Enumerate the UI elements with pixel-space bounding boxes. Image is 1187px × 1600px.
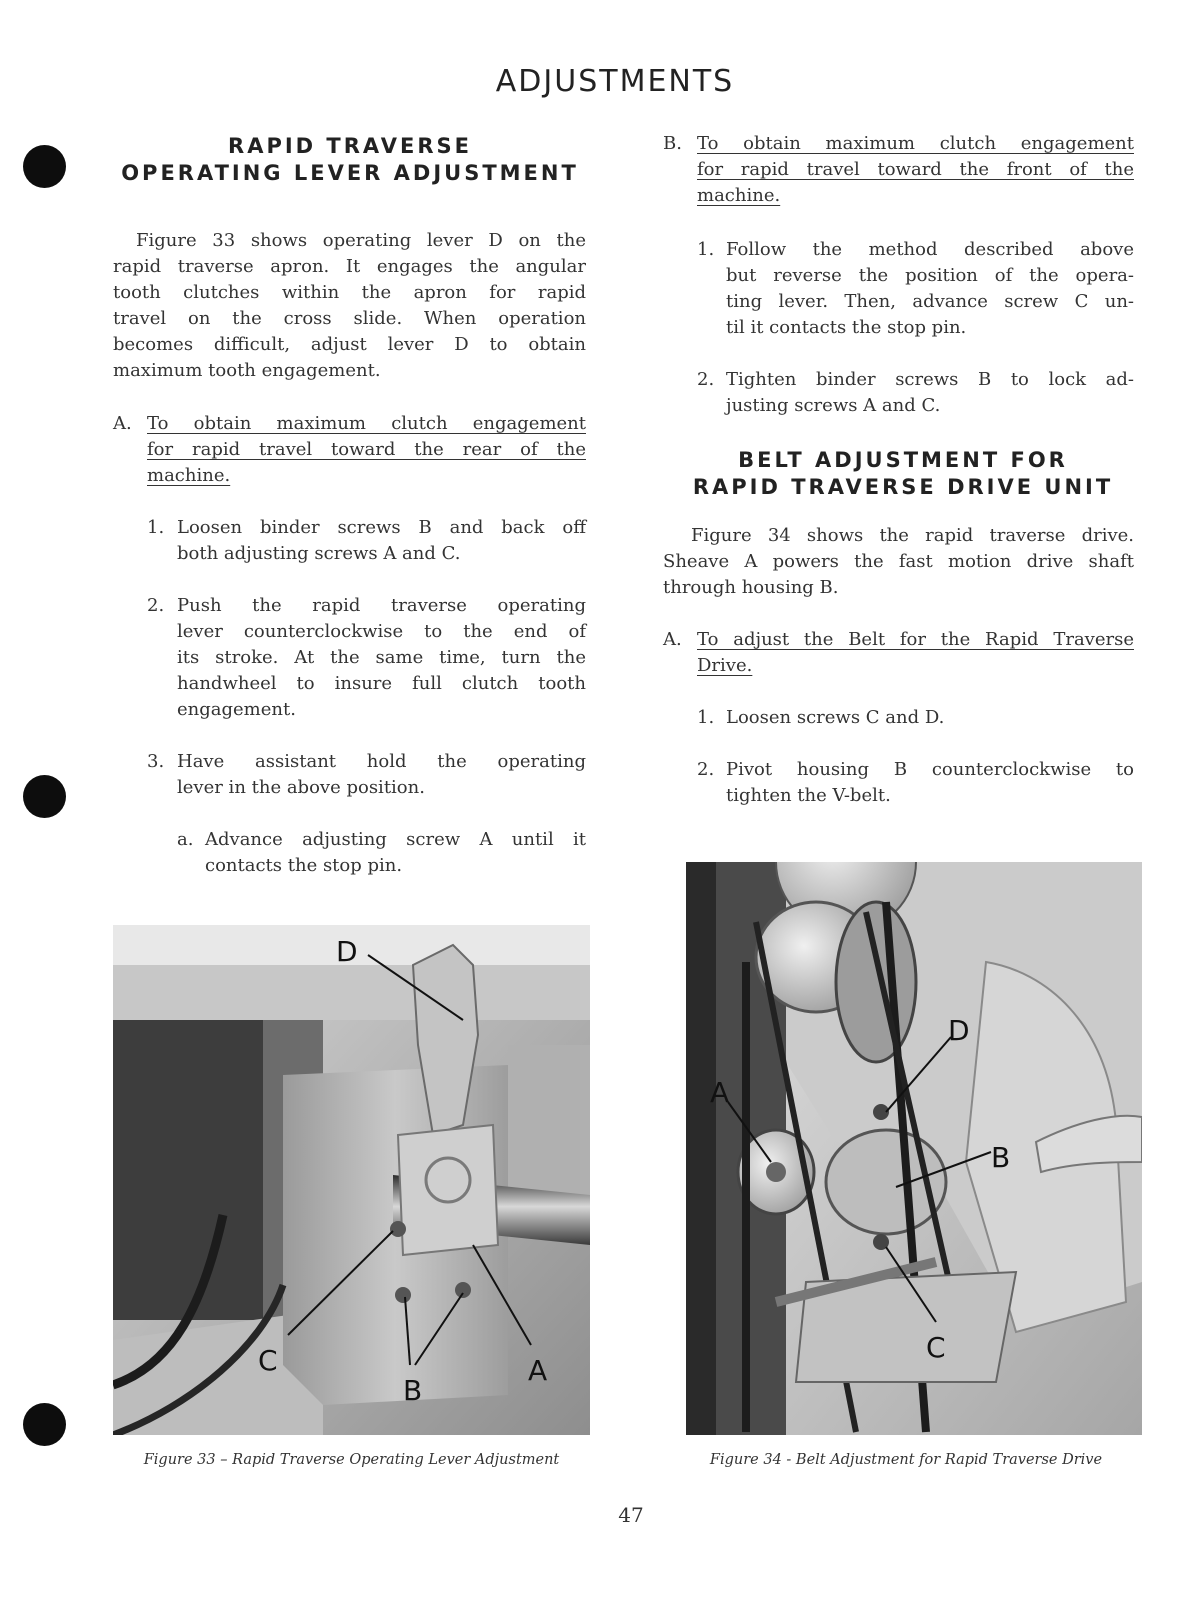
figure-33-photo [113,925,590,1435]
figure-34-caption: Figure 34 - Belt Adjustment for Rapid Traverse Drive [709,1452,1103,1468]
figure-34-label-a: A [710,1076,730,1109]
figure-33-label-b: B [403,1374,423,1407]
step-text: Loosen binder screws B and back off both adjusting screws A and C. [177,517,586,564]
figure-33-label-d: D [336,935,358,968]
step-text: Pivot housing B counterclockwise to tighten the V-belt. [726,759,1134,806]
punch-hole [23,775,66,818]
step-text: Tighten binder screws B to lock ad- justing screws A and C. [726,369,1134,416]
intro-paragraph: Figure 33 shows operating lever D on the rapid traverse apron. It engages the angular tooth clutches within the apron for rapid travel on the cross slide. When operation becomes difficult, adjust lever D to obtain maximum tooth engagement. [113,230,586,381]
figure-33-label-a: A [528,1354,548,1387]
step-text: Follow the method described above but reverse the position of the opera- ting lever. Then, advance screw C un- til it contacts the stop pin. [726,239,1134,338]
figure-34-photo [686,862,1142,1435]
belt-section-a-marker: A. [663,629,682,650]
step-text: Push the rapid traverse operating lever counterclockwise to the end of its stroke. At the same time, turn the handwheel to insure full clutch tooth engagement. [177,595,586,720]
figure-34-label-b: B [991,1141,1011,1174]
page-number: 47 [618,1503,644,1527]
section-b-heading: To obtain maximum clutch engagement for rapid travel toward the front of the machine. [697,133,1134,206]
punch-hole [23,145,66,188]
step-number: 1. [697,239,715,260]
belt-section-a-heading: To adjust the Belt for the Rapid Traverse Drive. [697,629,1134,676]
section-a-heading: To obtain maximum clutch engagement for rapid travel toward the rear of the machine. [147,413,586,486]
section-a-marker: A. [113,413,132,434]
substep-text: Advance adjusting screw A until it contacts the stop pin. [205,829,586,876]
belt-intro-paragraph: Figure 34 shows the rapid traverse drive. Sheave A powers the fast motion drive shaft through housing B. [663,525,1134,598]
figure-34-label-c: C [926,1331,946,1364]
step-number: 2. [697,369,715,390]
step-text: Have assistant hold the operating lever in the above position. [177,751,586,798]
step-text: Loosen screws C and D. [726,707,945,728]
step-number: 2. [147,595,165,616]
section-heading-rapid-traverse: RAPID TRAVERSE OPERATING LEVER ADJUSTMENT [121,134,579,185]
punch-hole [23,1403,66,1446]
section-heading-belt-adjustment: BELT ADJUSTMENT FOR RAPID TRAVERSE DRIVE UNIT [692,448,1114,499]
section-b-marker: B. [663,133,682,154]
step-number: 1. [147,517,165,538]
page-title: ADJUSTMENTS [495,64,735,99]
step-number: 1. [697,707,715,728]
figure-34-label-d: D [948,1014,970,1047]
step-number: 3. [147,751,165,772]
figure-33-label-c: C [258,1344,278,1377]
figure-33-caption: Figure 33 – Rapid Traverse Operating Lever Adjustment [143,1452,560,1468]
substep-letter: a. [177,829,194,850]
step-number: 2. [697,759,715,780]
